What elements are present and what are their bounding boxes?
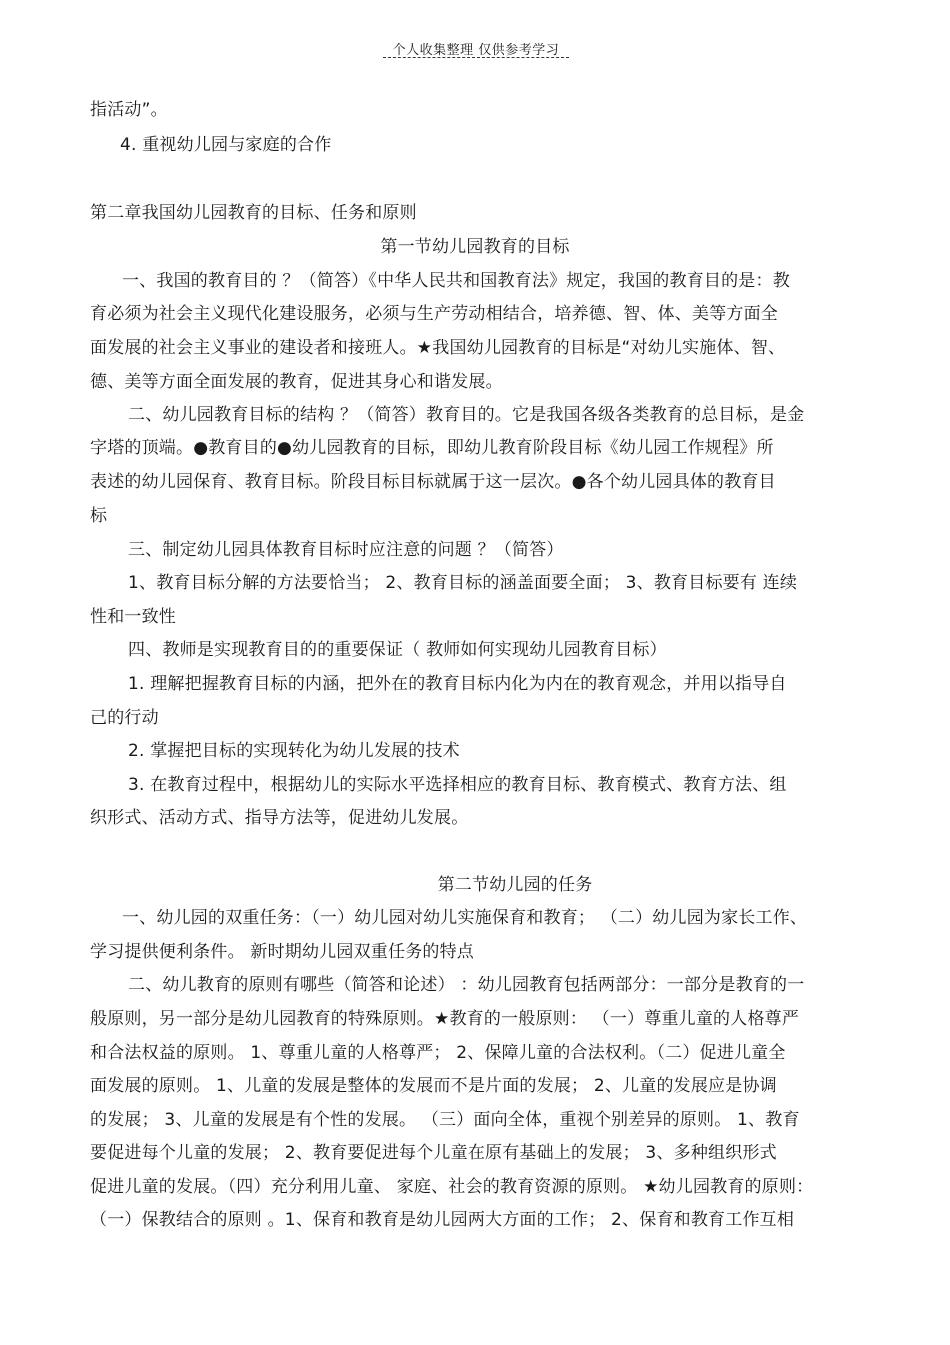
text-line: 标 xyxy=(90,506,108,526)
text-line: 的发展； 3、儿童的发展是有个性的发展。 （三）面向全体，重视个别差异的原则。 1、教育 xyxy=(90,1110,800,1130)
page-header: 个人收集整理 仅供参考学习 xyxy=(392,43,560,58)
text-line: 1. 理解把握教育目标的内涵，把外在的教育目标内化为内在的教育观念，并用以指导自 xyxy=(128,674,787,694)
section-title: 第二节幼儿园的任务 xyxy=(437,875,593,895)
text-line: 促进儿童的发展。（四）充分利用儿童、 家庭、社会的教育资源的原则。 ★幼儿园教育的原则： xyxy=(90,1177,814,1197)
text-line: 3. 在教育过程中，根据幼儿的实际水平选择相应的教育目标、教育模式、教育方法、组 xyxy=(128,775,787,795)
text-line: 表述的幼儿园保育、教育目标。阶段目标目标就属于这一层次。●各个幼儿园具体的教育目 xyxy=(90,472,776,492)
text-line: 指活动”。 xyxy=(90,100,168,120)
chapter-title: 第二章我国幼儿园教育的目标、任务和原则 xyxy=(90,203,417,223)
text-line: 面发展的社会主义事业的建设者和接班人。★我国幼儿园教育的目标是“对幼儿实施体、智、 xyxy=(90,338,786,358)
text-line: 1、教育目标分解的方法要恰当； 2、教育目标的涵盖面要全面； 3、教育目标要有 连续 xyxy=(128,573,798,593)
text-line: 面发展的原则。 1、儿童的发展是整体的发展而不是片面的发展； 2、儿童的发展应是协调 xyxy=(90,1076,777,1096)
text-line: 三、制定幼儿园具体教育目标时应注意的问题 ？（简答） xyxy=(128,540,564,560)
text-line: 织形式、活动方式、指导方法等，促进幼儿发展。 xyxy=(90,808,469,828)
text-line: 性和一致性 xyxy=(90,607,176,627)
text-line: 己的行动 xyxy=(90,708,159,728)
text-line: 四、教师是实现教育目的的重要保证（ 教师如何实现幼儿园教育目标） xyxy=(128,640,667,660)
text-line: （一）保教结合的原则 。1、保育和教育是幼儿园两大方面的工作； 2、保育和教育工作互相 xyxy=(90,1210,795,1230)
text-line: 育必须为社会主义现代化建设服务，必须与生产劳动相结合，培养德、智、体、美等方面全 xyxy=(90,304,778,324)
text-line: 4. 重视幼儿园与家庭的合作 xyxy=(120,135,332,155)
text-line: 二、幼儿教育的原则有哪些（简答和论述） ：幼儿园教育包括两部分：一部分是教育的一 xyxy=(128,975,805,995)
text-line: 和合法权益的原则。 1、尊重儿童的人格尊严； 2、保障儿童的合法权利。（二）促进儿童全 xyxy=(90,1043,786,1063)
text-line: 一、幼儿园的双重任务：（一）幼儿园对幼儿实施保育和教育； （二）幼儿园为家长工作、 xyxy=(122,908,808,928)
text-line: 二、幼儿园教育目标的结构 ？（简答）教育目的。它是我国各级各类教育的总目标，是金 xyxy=(128,405,805,425)
text-line: 一、我国的教育目的 ？（简答）《中华人民共和国教育法》规定，我国的教育目的是：教 xyxy=(122,271,790,291)
section-title: 第一节幼儿园教育的目标 xyxy=(380,237,570,257)
text-line: 德、美等方面全面发展的教育，促进其身心和谐发展。 xyxy=(90,372,503,392)
text-line: 字塔的顶端。●教育目的●幼儿园教育的目标，即幼儿教育阶段目标《幼儿园工作规程》所 xyxy=(90,438,774,458)
text-line: 2. 掌握把目标的实现转化为幼儿发展的技术 xyxy=(128,741,460,761)
text-line: 要促进每个儿童的发展； 2、教育要促进每个儿童在原有基础上的发展； 3、多种组织形式 xyxy=(90,1143,777,1163)
text-line: 学习提供便利条件。 新时期幼儿园双重任务的特点 xyxy=(90,942,475,962)
text-line: 般原则，另一部分是幼儿园教育的特殊原则。★教育的一般原则： （一）尊重儿童的人格尊严 xyxy=(90,1009,800,1029)
header-divider xyxy=(383,57,569,58)
